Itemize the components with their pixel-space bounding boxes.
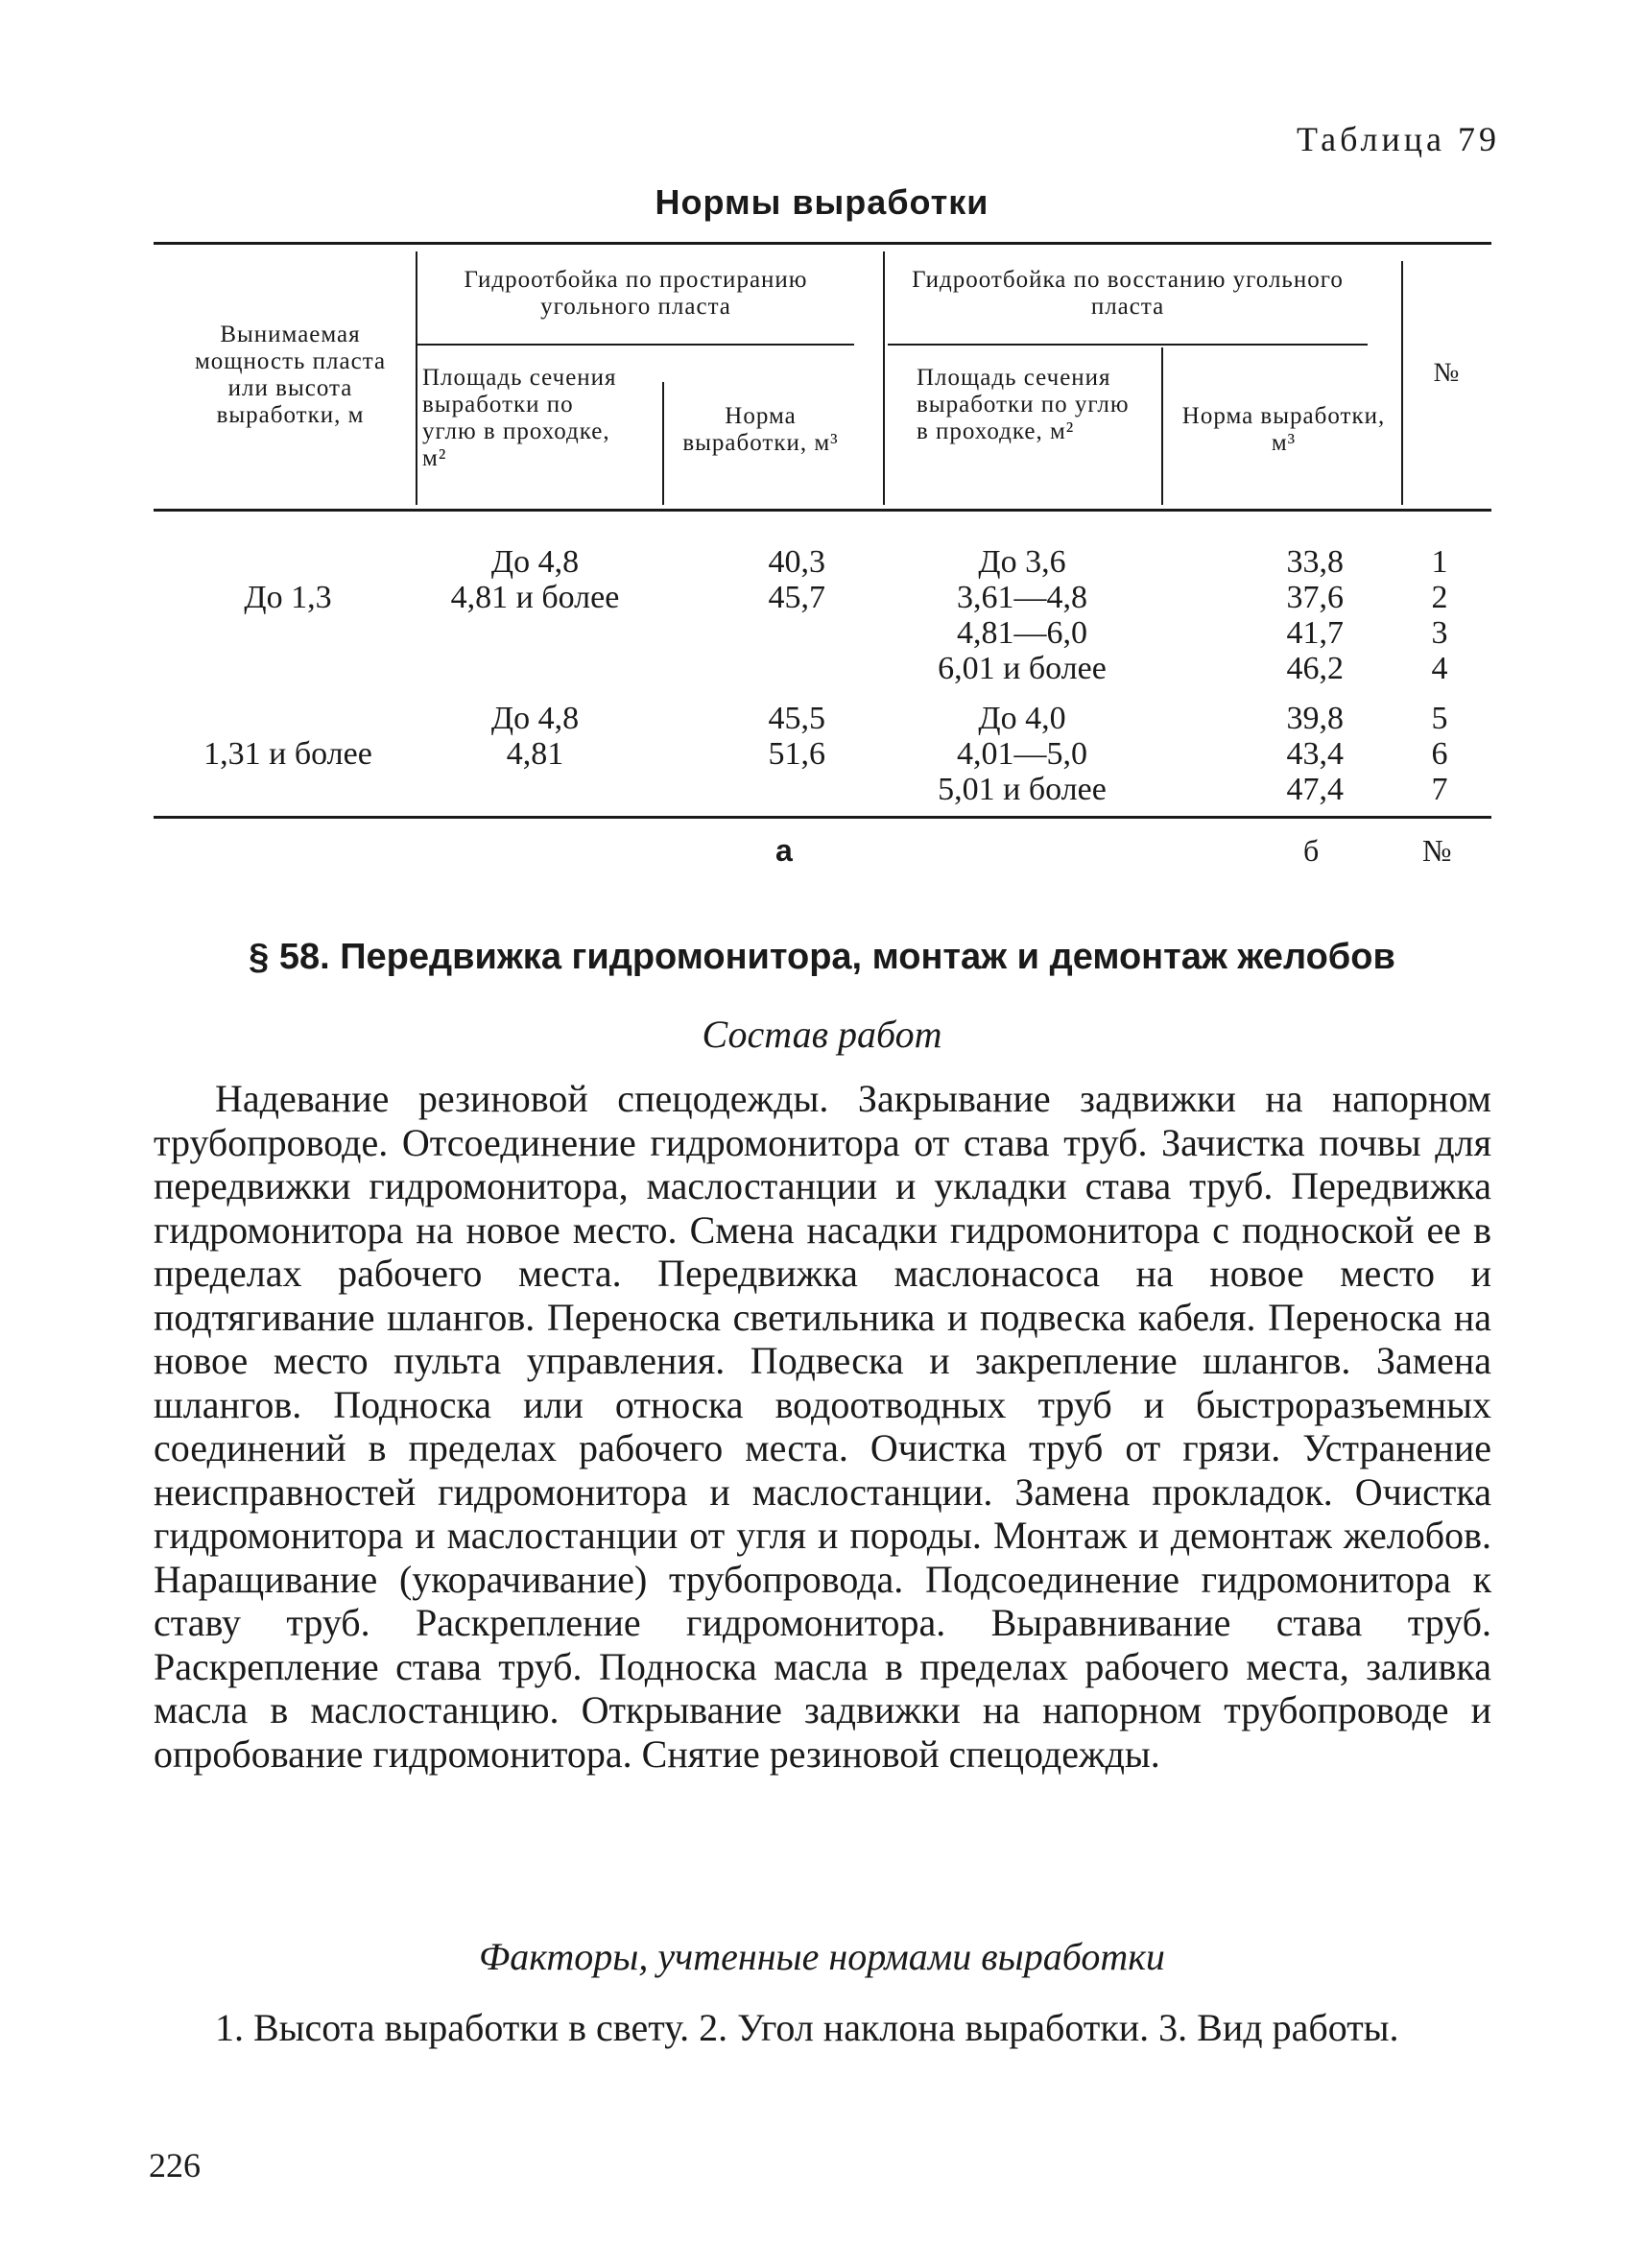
row-num-6: 6: [1431, 736, 1448, 772]
b-area-2: 3,61—4,8: [957, 580, 1087, 615]
b-norm-2: 37,6: [1286, 580, 1344, 615]
col-divider-1: [416, 251, 417, 505]
section-subheading: Состав работ: [702, 1013, 942, 1056]
b-norm-5: 39,8: [1286, 701, 1344, 736]
a-area-1: До 4,8: [490, 544, 580, 580]
row-num-2: 2: [1431, 580, 1448, 615]
table-top-rule: [154, 242, 1491, 245]
row-num-7: 7: [1431, 772, 1448, 807]
a-norm-2: 45,7: [768, 580, 825, 615]
b-norm-1: 33,8: [1286, 544, 1344, 580]
b-area-4: 6,01 и более: [938, 651, 1107, 686]
header-bottom-rule: [154, 509, 1491, 512]
header-group-a: Гидроотбойка по простиранию угольного пласта: [464, 267, 808, 320]
a-norm-4: 51,6: [768, 736, 825, 772]
b-norm-7: 47,4: [1286, 772, 1344, 807]
footer-col-a: а: [775, 833, 793, 868]
row-num-3: 3: [1431, 615, 1448, 651]
row-num-4: 4: [1431, 651, 1448, 686]
b-norm-6: 43,4: [1286, 736, 1344, 772]
a-area-2: 4,81 и более: [450, 580, 620, 615]
b-norm-4: 46,2: [1286, 651, 1344, 686]
b-area-5: До 4,0: [978, 701, 1066, 736]
page-number: 226: [149, 2146, 201, 2184]
section-heading: § 58. Передвижка гидромонитора, монтаж и демонтаж желобов: [249, 937, 1395, 977]
factors-heading: Факторы, учтенные нормами выработки: [479, 1935, 1165, 1978]
row-num-1: 1: [1431, 544, 1448, 580]
table-bottom-rule: [154, 816, 1491, 819]
header-norm-a: Норма выработки, м³: [682, 403, 839, 456]
header-area-b: Площадь сечения выработки по углю в проходке, м²: [917, 365, 1130, 444]
b-area-1: До 3,6: [978, 544, 1066, 580]
a-norm-3: 45,5: [768, 701, 825, 736]
b-area-3: 4,81—6,0: [957, 615, 1087, 651]
col-divider-3: [883, 251, 885, 505]
header-thickness: Вынимаемая мощность пласта или высота выработки, м: [194, 322, 387, 428]
b-norm-3: 41,7: [1286, 615, 1344, 651]
footer-col-num: №: [1422, 833, 1452, 868]
a-area-3: До 4,8: [490, 701, 580, 736]
a-norm-1: 40,3: [768, 544, 825, 580]
group-a-rule: [417, 344, 854, 346]
col-divider-5: [1401, 261, 1403, 505]
row-num-5: 5: [1431, 701, 1448, 736]
header-num: №: [1433, 358, 1461, 388]
col-divider-4: [1161, 347, 1163, 505]
header-area-a: Площадь сечения выработки по углю в проходке, м²: [422, 365, 617, 471]
table-title: Нормы выработки: [655, 182, 989, 222]
a-area-4: 4,81: [506, 736, 564, 772]
header-group-b: Гидроотбойка по восстанию угольного пласта: [912, 267, 1344, 320]
footer-col-b: б: [1303, 833, 1320, 868]
b-area-6: 4,01—5,0: [957, 736, 1087, 772]
header-norm-b: Норма выработки, м³: [1181, 403, 1386, 456]
group-b-rule: [888, 344, 1368, 346]
thickness-group-1: До 1,3: [244, 580, 332, 615]
thickness-group-2: 1,31 и более: [203, 736, 372, 772]
b-area-7: 5,01 и более: [938, 772, 1107, 807]
col-divider-2: [662, 382, 664, 505]
table-label: Таблица 79: [1297, 120, 1500, 158]
work-composition-paragraph: Надевание резиновой спецодежды. Закрывание задвижки на напорном трубопроводе. Отсоединение гидромонитора от става труб. Зачистка почвы для передвижки гидромонитора, маслостанции и укладки става труб. Передвижка гидромонитора на новое место. Смена насадки гидромонитора с подноской ее в пределах рабочего места. Передвижка маслонасоса на новое место и подтягивание шлангов. Переноска светильника и подвеска кабеля. Переноска на новое место пульта управления. Подвеска и закрепление шлангов. Замена шлангов. Подноска или относка водоотводных труб и быстроразъемных соединений в пределах рабочего места. Очистка труб от грязи. Устранение неисправностей гидромонитора и маслостанции. Замена прокладок. Очистка гидромонитора и маслостанции от угля и породы. Монтаж и демонтаж желобов. Наращивание (укорачивание) трубопровода. Подсоединение гидромонитора к ставу труб. Раскрепление гидромонитора. Выравнивание става труб. Раскрепление става труб. Подноска масла в пределах рабочего места, заливка масла в маслостанцию. Открывание задвижки на напорном трубопроводе и опробование гидромонитора. Снятие резиновой спецодежды.: [154, 1077, 1491, 1776]
factors-text: 1. Высота выработки в свету. 2. Угол наклона выработки. 3. Вид работы.: [215, 2006, 1399, 2049]
